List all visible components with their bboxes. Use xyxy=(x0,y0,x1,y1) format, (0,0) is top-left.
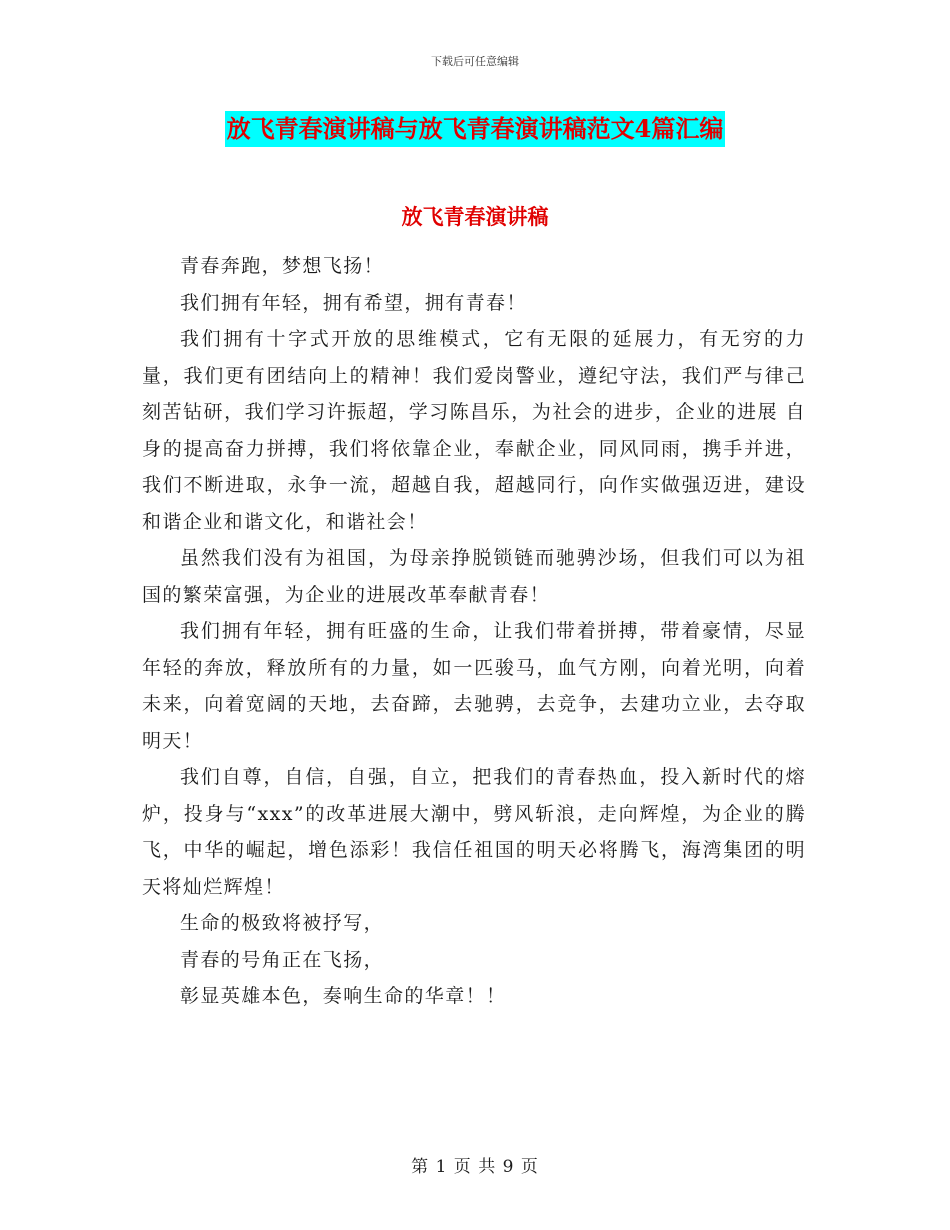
section-title: 放飞青春演讲稿 xyxy=(401,204,549,229)
paragraph: 青春的号角正在飞扬， xyxy=(180,948,385,971)
document-title-container xyxy=(0,111,950,147)
paragraph: 我们拥有年轻，拥有旺盛的生命，让我们带着拼搏，带着豪情，尽显年轻的奔放，释放所有的力量，如一匹骏马，血气方刚，向着光明，向着未来，向着宽阔的天地，去奋蹄，去驰骋，去竞争，去建功立业，去夺取明天！ xyxy=(142,620,806,752)
header-note: 下载后可任意编辑 xyxy=(431,55,519,68)
page-number-footer: 第 1 页 共 9 页 xyxy=(411,1157,539,1177)
paragraph: 彰显英雄本色，奏响生命的华章！！ xyxy=(180,985,507,1007)
document-title: 放飞青春演讲稿与放飞青春演讲稿范文4篇汇编 xyxy=(225,111,726,147)
paragraph: 生命的极致将被抒写， xyxy=(180,912,385,934)
paragraph: 我们自尊，自信，自强，自立，把我们的青春热血，投入新时代的熔炉，投身与“xxx”的改革进展大潮中，劈风斩浪，走向辉煌，为企业的腾飞，中华的崛起，增色添彩！我信任祖国的明天必将腾飞，海湾集团的明天将灿烂辉煌！ xyxy=(142,766,806,898)
paragraph: 我们拥有十字式开放的思维模式，它有无限的延展力，有无穷的力量，我们更有团结向上的精神！我们爱岗警业，遵纪守法，我们严与律己刻苦钻研，我们学习许振超，学习陈昌乐，为社会的进步，企业的进展 自身的提高奋力拼搏，我们将依靠企业，奉献企业，同风同雨，携手并进，我们不断进取，永争一流，超越自我，超越同行，向作实做强迈进，建设和谐企业和谐文化，和谐社会！ xyxy=(142,328,806,533)
paragraph: 虽然我们没有为祖国，为母亲挣脱锁链而驰骋沙场，但我们可以为祖国的繁荣富强，为企业的进展改革奉献青春！ xyxy=(142,547,806,606)
paragraph: 我们拥有年轻，拥有希望，拥有青春！ xyxy=(180,291,527,314)
paragraph: 青春奔跑，梦想飞扬！ xyxy=(180,255,385,277)
document-body xyxy=(142,248,806,1015)
